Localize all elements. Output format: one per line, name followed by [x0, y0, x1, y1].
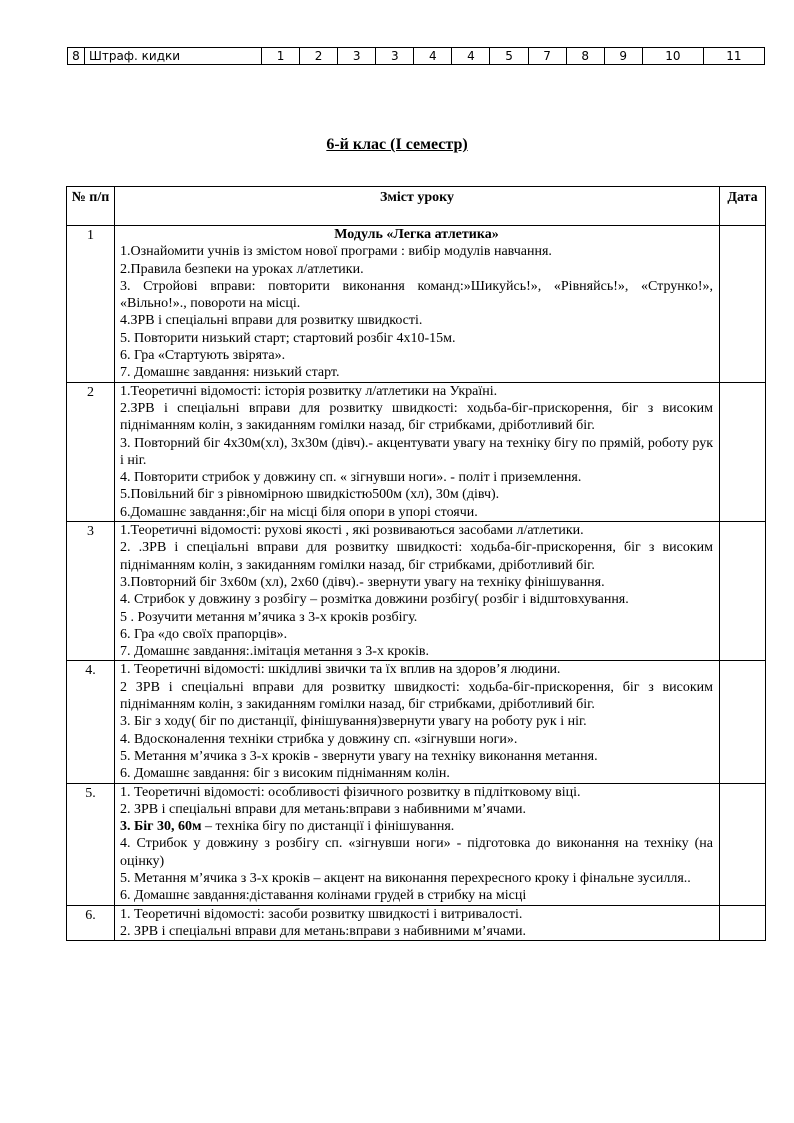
lesson-line: 1. Теоретичні відомості: особливості фізичного розвитку в підлітковому віці.	[120, 784, 581, 800]
score-cell: 3	[338, 48, 376, 65]
lesson-line	[120, 818, 713, 835]
lesson-line: 5 . Розучити метання м’ячика з 3-х кроків розбігу.	[120, 609, 418, 625]
score-strip-row	[68, 48, 765, 65]
lesson-line: 6. Домашнє завдання: біг з високим підніманням колін.	[120, 766, 450, 782]
lesson-line: 3. Повторний біг 4х30м(хл), 3х30м (дівч).- акцентувати увагу на техніку бігу по прямій, роботу рук і ніг.	[120, 435, 713, 468]
lesson-content	[115, 661, 720, 783]
lesson-line: 7. Домашнє завдання:.імітація метання з 3-х кроків.	[120, 644, 429, 660]
lesson-line: 4. Стрибок у довжину з розбігу сп. «зігнувши ноги» - підготовка до виконання на техніку (на оцінку)	[120, 836, 713, 869]
date-cell	[720, 661, 766, 783]
lesson-line: 2 ЗРВ і спеціальні вправи для розвитку швидкості: ходьба-біг-прискорення, біг з високим підніманням колін, з закиданням гомілки назад, біг стрибками, дріботливий біг.	[120, 679, 713, 713]
date-cell	[720, 226, 766, 383]
row-number: 8	[68, 48, 85, 65]
table-header-row	[67, 187, 766, 226]
table-row	[67, 661, 766, 783]
lesson-line: 3.Повторний біг 3х60м (хл), 2х60 (дівч).- звернути увагу на техніку фінішування.	[120, 574, 605, 590]
lesson-line: 2. ЗРВ і спеціальні вправи для метань:вправи з набивними м’ячами.	[120, 801, 527, 817]
lesson-line: 1.Ознайомити учнів із змістом нової програми : вибір модулів навчання.	[120, 244, 552, 260]
lesson-line: 6. Гра «до своїх прапорців».	[120, 626, 288, 642]
lesson-line: 2.ЗРВ і спеціальні вправи для розвитку швидкості: ходьба-біг-прискорення, біг з високим підніманням колін, з закиданням гомілки назад, біг стрибками, дріботливий біг.	[120, 400, 713, 434]
lesson-number: 5.	[67, 783, 115, 905]
lesson-line: 1.Теоретичні відомості: історія розвитку л/атлетики на Україні.	[120, 383, 498, 399]
score-cell: 9	[604, 48, 642, 65]
lesson-content	[115, 522, 720, 661]
table-row	[67, 905, 766, 941]
lesson-plan-table	[66, 186, 766, 941]
lesson-content	[115, 783, 720, 905]
lesson-number: 2	[67, 382, 115, 521]
lesson-line: 1.Теоретичні відомості: рухові якості , які розвиваються засобами л/атлетики.	[120, 523, 584, 539]
lesson-content	[115, 382, 720, 521]
score-cell: 7	[528, 48, 566, 65]
lesson-line: 5. Метання м’ячика з 3-х кроків - звернути увагу на техніку виконання метання.	[120, 748, 598, 764]
lesson-line: 7. Домашнє завдання: низький старт.	[120, 365, 340, 381]
lesson-line: 6. Гра «Стартують звірята».	[120, 348, 286, 364]
date-cell	[720, 382, 766, 521]
lesson-number: 4.	[67, 661, 115, 783]
score-cell: 1	[262, 48, 300, 65]
score-cell: 11	[703, 48, 764, 65]
date-cell	[720, 783, 766, 905]
lesson-line: 4. Повторити стрибок у довжину сп. « зігнувши ноги». - політ і приземлення.	[120, 470, 582, 486]
row-label: Штраф. кидки	[85, 48, 262, 65]
lesson-line: 5. Повторити низький старт; стартовий розбіг 4х10-15м.	[120, 330, 456, 346]
score-cell: 4	[452, 48, 490, 65]
lesson-line: 1. Теоретичні відомості: шкідливі звички та їх вплив на здоров’я людини.	[120, 662, 561, 678]
lesson-line: 4. Стрибок у довжину з розбігу – розмітка довжини розбігу( розбіг і відштовхування.	[120, 592, 629, 608]
table-row	[67, 226, 766, 383]
date-cell	[720, 905, 766, 941]
lesson-content	[115, 226, 720, 383]
module-title: Модуль «Легка атлетика»	[334, 227, 499, 242]
table-row	[67, 382, 766, 521]
table-row	[67, 783, 766, 905]
score-cell: 8	[566, 48, 604, 65]
lesson-line: 3. Біг з ходу( біг по дистанції, фінішування)звернути увагу на роботу рук і ніг.	[120, 714, 587, 730]
lesson-line: 4.ЗРВ і спеціальні вправи для розвитку швидкості.	[120, 313, 423, 329]
lesson-line: 5.Повільний біг з рівномірною швидкістю500м (хл), 30м (дівч).	[120, 487, 500, 503]
table-row	[67, 522, 766, 661]
lesson-number: 6.	[67, 905, 115, 941]
bold-lead: 3. Біг 30, 60м	[120, 819, 202, 835]
page-title: 6-й клас (I семестр)	[326, 136, 468, 153]
header-num: № п/п	[67, 187, 115, 226]
lesson-number: 3	[67, 522, 115, 661]
lesson-number: 1	[67, 226, 115, 383]
lesson-line: 2. .ЗРВ і спеціальні вправи для розвитку швидкості: ходьба-біг-прискорення, біг з високим підніманням колін, з закиданням гомілки назад, біг стрибками, дріботливий біг.	[120, 540, 713, 573]
lesson-line: 4. Вдосконалення техніки стрибка у довжину сп. «зігнувши ноги».	[120, 731, 518, 747]
lesson-line: 3. Стройові вправи: повторити виконання команд:»Шикуйсь!», «Рівняйсь!», «Струнко!», «Вільно!»., повороти на місці.	[120, 278, 713, 312]
lesson-line: 2. ЗРВ і спеціальні вправи для метань:вправи з набивними м’ячами.	[120, 923, 527, 939]
header-date: Дата	[720, 187, 766, 226]
score-cell: 4	[414, 48, 452, 65]
lesson-line: 5. Метання м’ячика з 3-х кроків – акцент на виконання перехресного кроку і фінальне зусилля..	[120, 870, 691, 886]
lesson-line: 1. Теоретичні відомості: засоби розвитку швидкості і витривалості.	[120, 906, 523, 922]
score-cell: 3	[376, 48, 414, 65]
lesson-content	[115, 905, 720, 941]
line-rest: – техніка бігу по дистанції і фінішування.	[201, 819, 455, 835]
header-content: Зміст уроку	[115, 187, 720, 226]
date-cell	[720, 522, 766, 661]
score-cell: 10	[642, 48, 703, 65]
score-strip-table	[67, 47, 765, 65]
lesson-line: 6.Домашнє завдання:,біг на місці біля опори в упорі стоячи.	[120, 504, 478, 520]
lesson-line: 2.Правила безпеки на уроках л/атлетики.	[120, 261, 364, 277]
score-cell: 2	[300, 48, 338, 65]
score-cell: 5	[490, 48, 528, 65]
lesson-line: 6. Домашнє завдання:діставання колінами грудей в стрибку на місці	[120, 888, 527, 904]
